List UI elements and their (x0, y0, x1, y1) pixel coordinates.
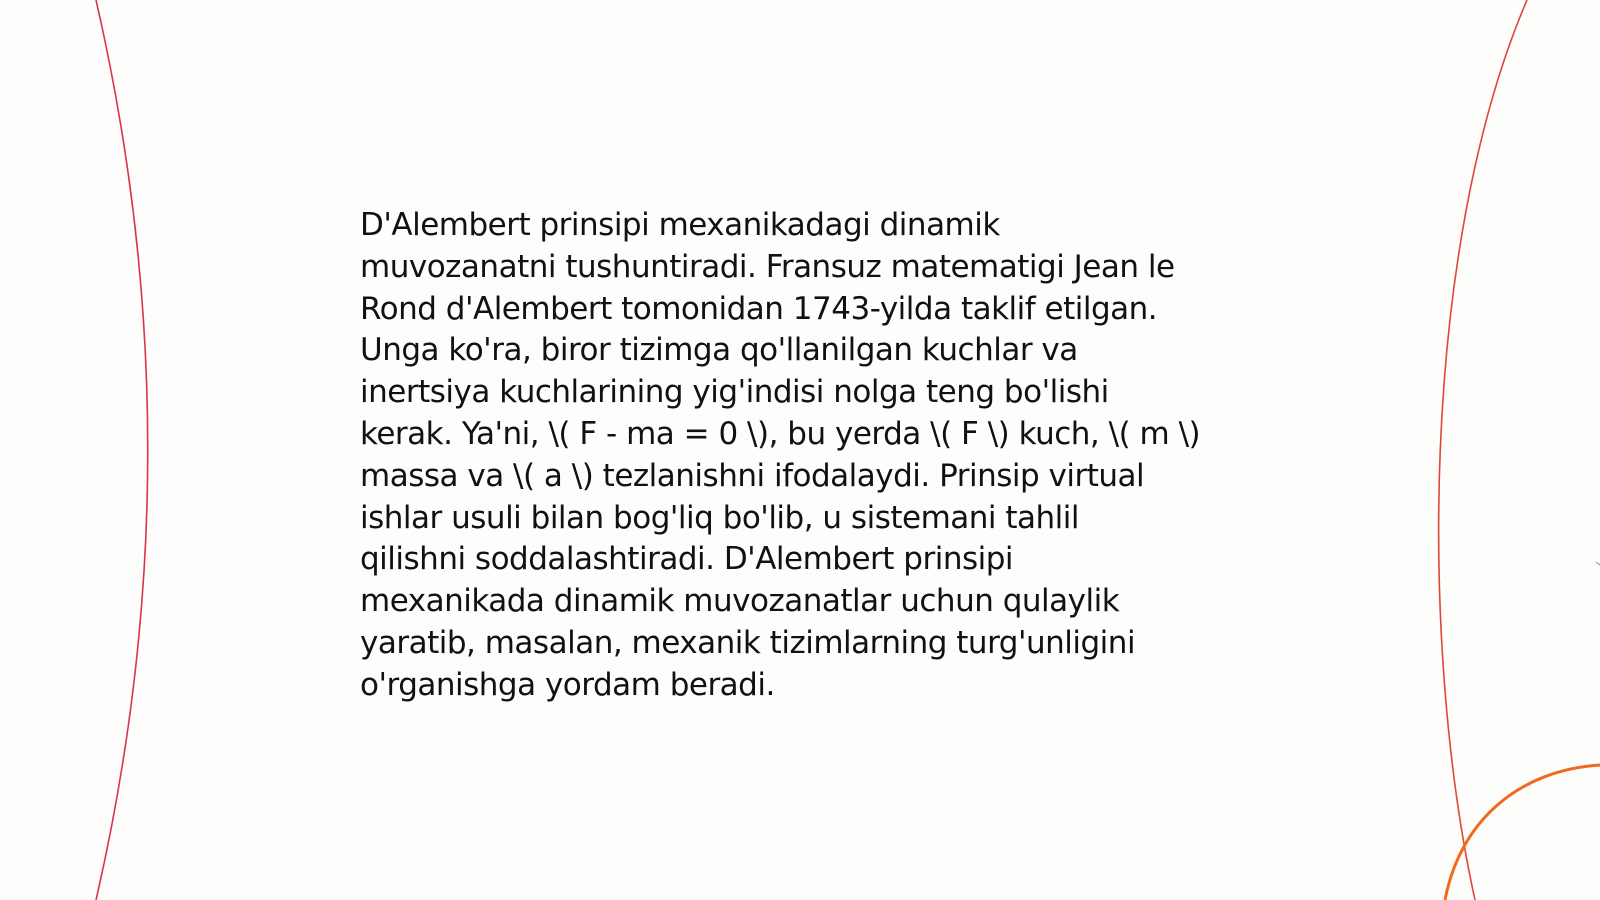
right-curve (1439, 0, 1527, 900)
left-curve (96, 0, 148, 900)
body-text: D'Alembert prinsipi mexanikadagi dinamik muvozanatni tushuntiradi. Fransuz matematigi Jean le Rond d'Alembert tomonidan 1743-yilda taklif etilgan. Unga ko'ra, biror tizimga qo'llanilgan kuchlar va inertsiya kuchlarining yig'indisi nolga teng bo'lishi kerak. Ya'ni, \( F - ma = 0 \), bu yerda \( F \) kuch, \( m \) massa va \( a \) tezlanishni ifodalaydi. Prinsip virtual ishlar usuli bilan bog'liq bo'lib, u sistemani tahlil qilishni soddalashtiradi. D'Alembert prinsipi mexanikada dinamik muvozanatlar uchun qulaylik yaratib, masalan, mexanik tizimlarning turg'unligini o'rganishga yordam beradi. (360, 207, 1201, 703)
orange-arc (1445, 765, 1600, 900)
small-mark (1596, 562, 1600, 565)
